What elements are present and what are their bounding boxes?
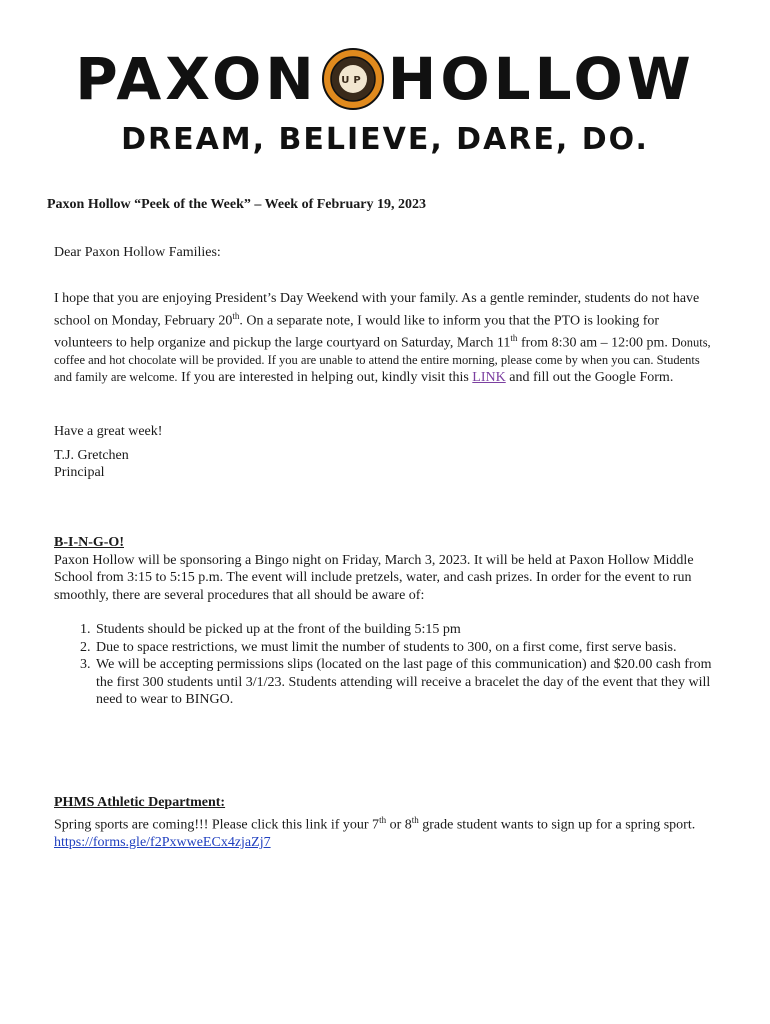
brand-right: HOLLOW	[387, 44, 695, 113]
spring-sports-form-link[interactable]: https://forms.gle/f2PxwweECx4zjaZj7	[54, 834, 271, 850]
brand-left: PAXON	[75, 44, 318, 113]
bingo-section	[54, 534, 714, 709]
closing-line: Have a great week!	[54, 424, 163, 439]
bingo-heading: B-I-N-G-O!	[54, 535, 124, 550]
list-item: 1. Students should be picked up at the front of the building 5:15 pm	[94, 621, 714, 639]
volunteer-link[interactable]: LINK	[472, 370, 506, 386]
greeting: Dear Paxon Hollow Families:	[54, 245, 221, 260]
district-seal-icon	[322, 48, 384, 110]
athletics-heading: PHMS Athletic Department:	[54, 795, 226, 810]
signature-role: Principal	[54, 465, 105, 480]
bingo-body: Paxon Hollow will be sponsoring a Bingo night on Friday, March 3, 2023. It will be held at Paxon Hollow Middle School from 3:15 to 5:15 p.m. The event will include pretzels, water, and cash prizes. In order for the event to run smoothly, there are several procedures that all should be aware of:	[54, 552, 694, 603]
bingo-procedures-list	[54, 621, 714, 709]
athletics-section	[54, 794, 714, 851]
athletics-body: Spring sports are coming!!! Please click this link if your 7th or 8th grade student wants to sign up for a spring sport. https://forms.gle/f2PxwweECx4zjaZj7	[54, 814, 696, 850]
list-item: 3. We will be accepting permissions slips (located on the last page of this communication) and $20.00 cash from the first 300 students until 3/1/23. Students attending will receive a bracelet the day of the event that they will need to wear to BINGO.	[94, 656, 714, 709]
school-logo	[0, 40, 770, 114]
svg-text:UP: UP	[341, 74, 365, 86]
letterhead	[0, 40, 770, 170]
list-item: 2. Due to space restrictions, we must limit the number of students to 300, on a first come, first serve basis.	[94, 639, 714, 657]
newsletter-title: Paxon Hollow “Peek of the Week” – Week of February 19, 2023	[47, 197, 427, 212]
signature-name: T.J. Gretchen	[54, 448, 129, 463]
intro-paragraph: I hope that you are enjoying President’s Day Weekend with your family. As a gentle reminder, students do not have school on Monday, February 20th. On a separate note, I would like to inform you that the PTO is looking for volunteers to help organize and pickup the large courtyard on Saturday, March 11th from 8:30 am – 12:00 pm. Donuts, coffee and hot chocolate will be provided. If you are unable to attend the entire morning, please come by when you can. Students and family are welcome. If you are interested in helping out, kindly visit this LINK and fill out the Google Form.	[54, 291, 711, 386]
school-motto: DREAM, BELIEVE, DARE, DO.	[121, 122, 649, 157]
